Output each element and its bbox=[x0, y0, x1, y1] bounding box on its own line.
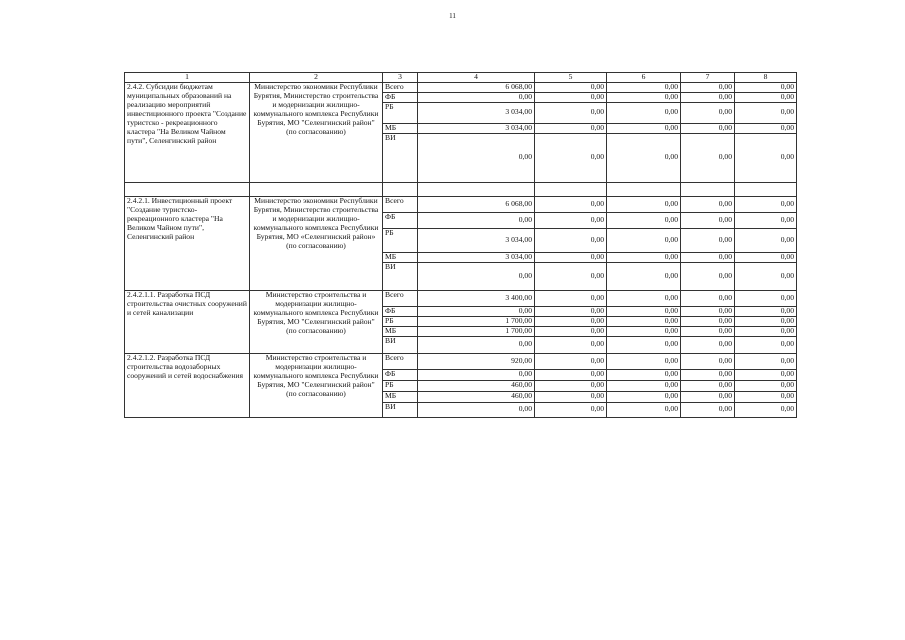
table-row bbox=[125, 290, 797, 306]
funding-source: Всего bbox=[383, 290, 418, 306]
page-number: 11 bbox=[449, 12, 456, 20]
amount-cell: 0,00 bbox=[681, 252, 735, 262]
header-cell: 5 bbox=[535, 73, 607, 83]
header-cell: 1 bbox=[125, 73, 250, 83]
amount-cell: 0,00 bbox=[535, 92, 607, 102]
amount-cell: 0,00 bbox=[681, 336, 735, 353]
amount-cell: 0,00 bbox=[735, 391, 797, 402]
amount-cell: 0,00 bbox=[681, 306, 735, 316]
amount-cell: 0,00 bbox=[535, 196, 607, 212]
amount-cell: 0,00 bbox=[681, 326, 735, 336]
funding-source: РБ bbox=[383, 316, 418, 326]
amount-cell: 0,00 bbox=[607, 336, 681, 353]
amount-cell: 0,00 bbox=[607, 212, 681, 228]
amount-cell: 0,00 bbox=[681, 123, 735, 133]
amount-cell: 0,00 bbox=[535, 212, 607, 228]
amount-cell: 0,00 bbox=[607, 262, 681, 290]
amount-cell: 0,00 bbox=[735, 353, 797, 369]
amount-cell: 0,00 bbox=[535, 306, 607, 316]
funding-source: ВИ bbox=[383, 402, 418, 417]
amount-cell: 0,00 bbox=[735, 336, 797, 353]
amount-cell: 0,00 bbox=[735, 316, 797, 326]
header-row bbox=[125, 73, 797, 83]
amount-cell: 3 034,00 bbox=[418, 252, 535, 262]
amount-cell: 0,00 bbox=[418, 402, 535, 417]
amount-cell: 0,00 bbox=[535, 82, 607, 92]
amount-cell: 0,00 bbox=[735, 262, 797, 290]
funding-source: ФБ bbox=[383, 369, 418, 380]
amount-cell: 0,00 bbox=[735, 402, 797, 417]
responsible-organization: Министерство строительства и модернизации жилищно-коммунального комплекса Республики Бурятия, МО "Селенгинский район" (по согласованию) bbox=[250, 290, 383, 353]
header-cell: 8 bbox=[735, 73, 797, 83]
amount-cell: 6 068,00 bbox=[418, 196, 535, 212]
amount-cell: 0,00 bbox=[607, 82, 681, 92]
amount-cell: 0,00 bbox=[681, 196, 735, 212]
responsible-organization: Министерство экономики Республики Бурятия, Министерство строительства и модернизации жилищно-коммунального комплекса Республики Бурятия, МО "Селенгинский район" (по согласованию) bbox=[250, 82, 383, 182]
amount-cell: 0,00 bbox=[535, 391, 607, 402]
amount-cell: 0,00 bbox=[681, 133, 735, 182]
amount-cell: 3 034,00 bbox=[418, 123, 535, 133]
funding-source: ФБ bbox=[383, 306, 418, 316]
amount-cell: 0,00 bbox=[735, 306, 797, 316]
amount-cell: 0,00 bbox=[418, 262, 535, 290]
spacer-cell bbox=[383, 182, 418, 196]
spacer-cell bbox=[250, 182, 383, 196]
amount-cell: 0,00 bbox=[535, 316, 607, 326]
amount-cell: 0,00 bbox=[607, 402, 681, 417]
amount-cell: 1 700,00 bbox=[418, 326, 535, 336]
spacer-cell bbox=[681, 182, 735, 196]
spacer-row bbox=[125, 182, 797, 196]
amount-cell: 0,00 bbox=[681, 316, 735, 326]
amount-cell: 0,00 bbox=[535, 228, 607, 252]
amount-cell: 0,00 bbox=[735, 196, 797, 212]
amount-cell: 0,00 bbox=[735, 123, 797, 133]
funding-source: ФБ bbox=[383, 92, 418, 102]
amount-cell: 0,00 bbox=[535, 123, 607, 133]
funding-source: РБ bbox=[383, 228, 418, 252]
funding-source: МБ bbox=[383, 326, 418, 336]
amount-cell: 0,00 bbox=[607, 196, 681, 212]
funding-source: Всего bbox=[383, 82, 418, 92]
amount-cell: 0,00 bbox=[681, 82, 735, 92]
funding-source: ФБ bbox=[383, 212, 418, 228]
amount-cell: 0,00 bbox=[418, 92, 535, 102]
amount-cell: 0,00 bbox=[607, 102, 681, 123]
header-cell: 3 bbox=[383, 73, 418, 83]
amount-cell: 0,00 bbox=[681, 262, 735, 290]
amount-cell: 0,00 bbox=[681, 369, 735, 380]
amount-cell: 0,00 bbox=[735, 380, 797, 391]
funding-source: ВИ bbox=[383, 133, 418, 182]
amount-cell: 0,00 bbox=[535, 290, 607, 306]
amount-cell: 0,00 bbox=[607, 369, 681, 380]
amount-cell: 460,00 bbox=[418, 380, 535, 391]
spacer-cell bbox=[418, 182, 535, 196]
funding-source: РБ bbox=[383, 380, 418, 391]
amount-cell: 0,00 bbox=[418, 369, 535, 380]
funding-source: Всего bbox=[383, 196, 418, 212]
amount-cell: 0,00 bbox=[681, 92, 735, 102]
table-row bbox=[125, 82, 797, 92]
responsible-organization: Министерство строительства и модернизации жилищно-коммунального комплекса Республики Бурятия, МО "Селенгинский район" (по согласованию) bbox=[250, 353, 383, 417]
amount-cell: 0,00 bbox=[418, 133, 535, 182]
amount-cell: 0,00 bbox=[418, 306, 535, 316]
amount-cell: 0,00 bbox=[535, 336, 607, 353]
event-description: 2.4.2.1.1. Разработка ПСД строительства очистных сооружений и сетей канализации bbox=[125, 290, 250, 353]
amount-cell: 0,00 bbox=[607, 252, 681, 262]
amount-cell: 0,00 bbox=[681, 391, 735, 402]
amount-cell: 0,00 bbox=[681, 402, 735, 417]
amount-cell: 0,00 bbox=[735, 369, 797, 380]
amount-cell: 0,00 bbox=[535, 133, 607, 182]
amount-cell: 0,00 bbox=[535, 380, 607, 391]
amount-cell: 0,00 bbox=[735, 326, 797, 336]
amount-cell: 0,00 bbox=[681, 290, 735, 306]
amount-cell: 6 068,00 bbox=[418, 82, 535, 92]
amount-cell: 0,00 bbox=[735, 290, 797, 306]
amount-cell: 0,00 bbox=[418, 336, 535, 353]
funding-source: МБ bbox=[383, 252, 418, 262]
event-description: 2.4.2.1. Инвестиционный проект "Создание туристско-рекреационного кластера "На Великом Чайном пути", Селенгинский район bbox=[125, 196, 250, 290]
spacer-cell bbox=[535, 182, 607, 196]
amount-cell: 0,00 bbox=[735, 92, 797, 102]
amount-cell: 0,00 bbox=[735, 102, 797, 123]
amount-cell: 0,00 bbox=[735, 252, 797, 262]
amount-cell: 0,00 bbox=[735, 82, 797, 92]
amount-cell: 0,00 bbox=[607, 228, 681, 252]
amount-cell: 0,00 bbox=[681, 353, 735, 369]
amount-cell: 0,00 bbox=[535, 262, 607, 290]
responsible-organization: Министерство экономики Республики Бурятия, Министерство строительства и модернизации жилищно-коммунального комплекса Республики Бурятия, МО «Селенгинский район» (по согласованию) bbox=[250, 196, 383, 290]
amount-cell: 460,00 bbox=[418, 391, 535, 402]
event-description: 2.4.2. Субсидии бюджетам муниципальных образований на реализацию мероприятий инвестиционного проекта "Создание туристско - рекреационного кластера "На Великом Чайном пути", Селенгинский район bbox=[125, 82, 250, 182]
amount-cell: 920,00 bbox=[418, 353, 535, 369]
amount-cell: 0,00 bbox=[607, 380, 681, 391]
amount-cell: 0,00 bbox=[535, 326, 607, 336]
funding-source: РБ bbox=[383, 102, 418, 123]
amount-cell: 0,00 bbox=[735, 212, 797, 228]
amount-cell: 0,00 bbox=[607, 326, 681, 336]
funding-source: МБ bbox=[383, 391, 418, 402]
amount-cell: 0,00 bbox=[607, 391, 681, 402]
amount-cell: 0,00 bbox=[535, 102, 607, 123]
amount-cell: 0,00 bbox=[418, 212, 535, 228]
funding-source: МБ bbox=[383, 123, 418, 133]
amount-cell: 0,00 bbox=[535, 252, 607, 262]
header-cell: 2 bbox=[250, 73, 383, 83]
amount-cell: 0,00 bbox=[681, 212, 735, 228]
amount-cell: 0,00 bbox=[607, 316, 681, 326]
spacer-cell bbox=[607, 182, 681, 196]
amount-cell: 0,00 bbox=[735, 228, 797, 252]
table-row bbox=[125, 353, 797, 369]
spacer-cell bbox=[735, 182, 797, 196]
funding-source: Всего bbox=[383, 353, 418, 369]
amount-cell: 0,00 bbox=[681, 380, 735, 391]
budget-table bbox=[124, 72, 797, 418]
amount-cell: 0,00 bbox=[607, 92, 681, 102]
amount-cell: 0,00 bbox=[735, 133, 797, 182]
table-row bbox=[125, 196, 797, 212]
amount-cell: 0,00 bbox=[607, 123, 681, 133]
amount-cell: 1 700,00 bbox=[418, 316, 535, 326]
amount-cell: 0,00 bbox=[607, 290, 681, 306]
funding-source: ВИ bbox=[383, 262, 418, 290]
amount-cell: 3 034,00 bbox=[418, 228, 535, 252]
funding-source: ВИ bbox=[383, 336, 418, 353]
amount-cell: 0,00 bbox=[535, 353, 607, 369]
header-cell: 7 bbox=[681, 73, 735, 83]
amount-cell: 0,00 bbox=[607, 133, 681, 182]
event-description: 2.4.2.1.2. Разработка ПСД строительства водозаборных сооружений и сетей водоснабжения bbox=[125, 353, 250, 417]
header-cell: 6 bbox=[607, 73, 681, 83]
amount-cell: 0,00 bbox=[535, 369, 607, 380]
amount-cell: 3 034,00 bbox=[418, 102, 535, 123]
amount-cell: 0,00 bbox=[535, 402, 607, 417]
spacer-cell bbox=[125, 182, 250, 196]
amount-cell: 0,00 bbox=[607, 353, 681, 369]
amount-cell: 0,00 bbox=[681, 228, 735, 252]
amount-cell: 0,00 bbox=[607, 306, 681, 316]
amount-cell: 0,00 bbox=[681, 102, 735, 123]
header-cell: 4 bbox=[418, 73, 535, 83]
amount-cell: 3 400,00 bbox=[418, 290, 535, 306]
